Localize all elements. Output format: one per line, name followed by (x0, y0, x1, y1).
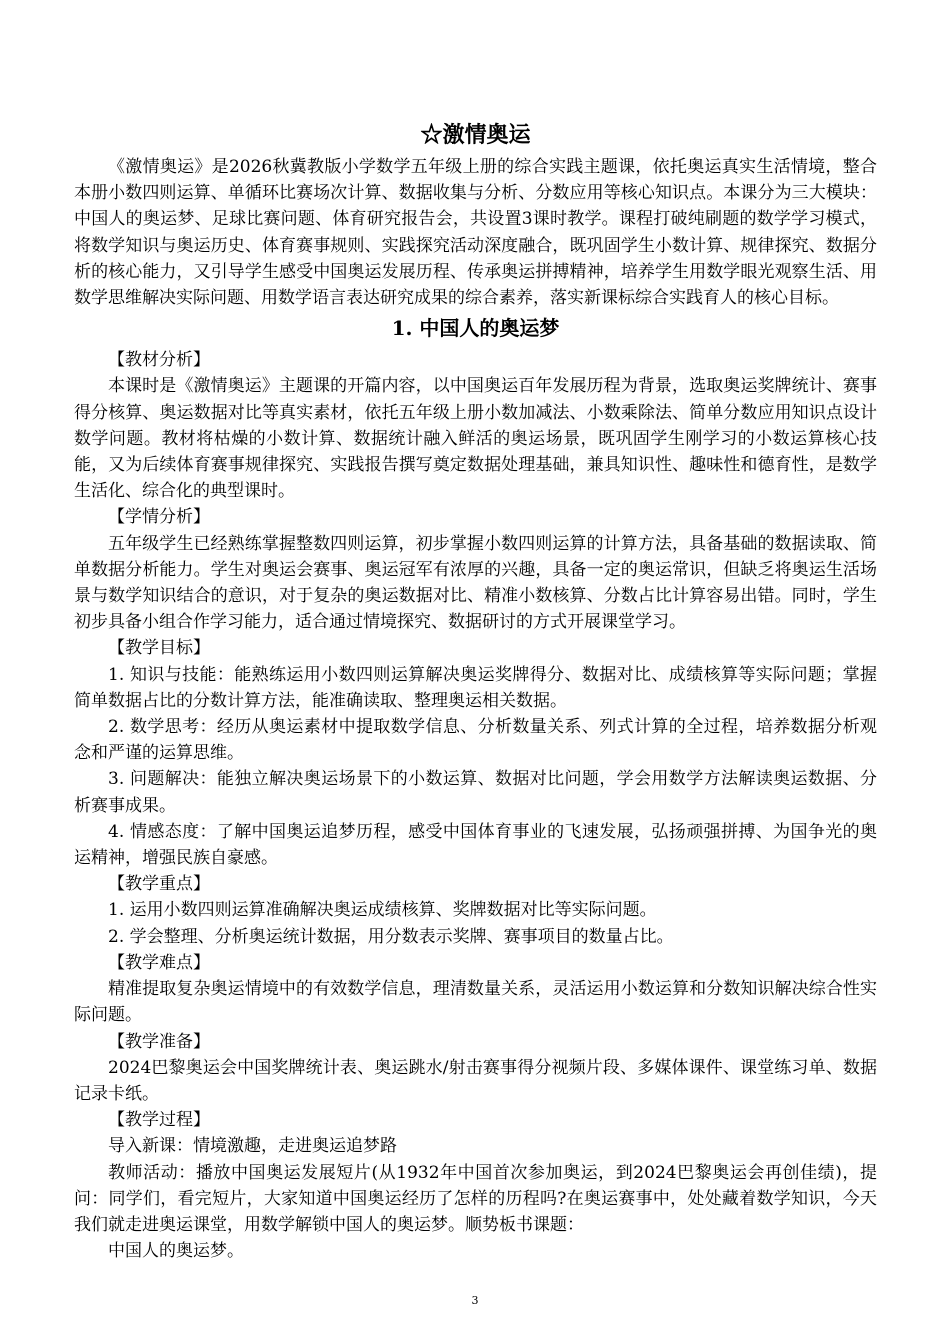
document-title: ☆激情奥运 (420, 122, 531, 148)
document-content (74, 118, 877, 1264)
section-label-key-points: 【教学重点】 (108, 874, 210, 895)
section-label-learner-analysis: 【学情分析】 (108, 507, 210, 528)
process-intro: 导入新课：情境激趣，走进奥运追梦路 (108, 1136, 397, 1157)
learner-analysis-paragraph: 五年级学生已经熟练掌握整数四则运算，初步掌握小数四则运算的计算方法，具备基础的数据读取、简单数据分析能力。学生对奥运会赛事、奥运冠军有浓厚的兴趣，具备一定的奥运常识，但缺乏将奥运生活场景与数学知识结合的意识，对于复杂的奥运数据对比、精准小数核算、分数占比计算容易出错。同时，学生初步具备小组合作学习能力，适合通过情境探究、数据研讨的方式开展课堂学习。 (74, 533, 877, 633)
intro-paragraph: 《激情奥运》是2026秋冀教版小学数学五年级上册的综合实践主题课，依托奥运真实生活情境，整合本册小数四则运算、单循环比赛场次计算、数据收集与分析、分数应用等核心知识点。本课分为三大模块：中国人的奥运梦、足球比赛问题、体育研究报告会，共设置3课时教学。课程打破纯刷题的数学学习模式，将数学知识与奥运历史、体育赛事规则、实践探究活动深度融合，既巩固学生小数计算、规律探究、数据分析的核心能力，又引导学生感受中国奥运发展历程、传承奥运拼搏精神，培养学生用数学眼光观察生活、用数学思维解决实际问题、用数学语言表达研究成果的综合素养，落实新课标综合实践育人的核心目标。 (74, 157, 877, 309)
teaching-goal-3: 3. 问题解决：能独立解决奥运场景下的小数运算、数据对比问题，学会用数学方法解读奥运数据、分析赛事成果。 (74, 769, 877, 816)
section-label-preparation: 【教学准备】 (108, 1031, 210, 1052)
teaching-goal-1: 1. 知识与技能：能熟练运用小数四则运算解决奥运奖牌得分、数据对比、成绩核算等实际问题；掌握简单数据占比的分数计算方法，能准确读取、整理奥运相关数据。 (74, 664, 877, 711)
teaching-goal-2: 2. 数学思考：经历从奥运素材中提取数学信息、分析数量关系、列式计算的全过程，培养数据分析观念和严谨的运算思维。 (74, 717, 877, 764)
key-point-1: 1. 运用小数四则运算准确解决奥运成绩核算、奖牌数据对比等实际问题。 (108, 900, 657, 921)
teaching-goal-4: 4. 情感态度：了解中国奥运追梦历程，感受中国体育事业的飞速发展，弘扬顽强拼搏、为国争光的奥运精神，增强民族自豪感。 (74, 821, 877, 869)
process-teacher-activity: 教师活动：播放中国奥运发展短片(从1932年中国首次参加奥运，到2024巴黎奥运会再创佳绩)，提问：同学们，看完短片，大家知道中国奥运经历了怎样的历程吗?在奥运赛事中，处处藏着数学知识，今天我们就走进奥运课堂，用数学解锁中国人的奥运梦。顺势板书课题： (74, 1162, 877, 1235)
section-label-difficulties: 【教学难点】 (108, 952, 210, 973)
process-board-title: 中国人的奥运梦。 (108, 1241, 244, 1262)
key-point-2: 2. 学会整理、分析奥运统计数据，用分数表示奖牌、赛事项目的数量占比。 (108, 926, 674, 947)
section-label-teaching-process: 【教学过程】 (108, 1110, 210, 1131)
textbook-analysis-paragraph: 本课时是《激情奥运》主题课的开篇内容，以中国奥运百年发展历程为背景，选取奥运奖牌统计、赛事得分核算、奥运数据对比等真实素材，依托五年级上册小数加减法、小数乘除法、简单分数应用知识点设计数学问题。教材将枯燥的小数计算、数据统计融入鲜活的奥运场景，既巩固学生刚学习的小数运算核心技能，又为后续体育赛事规律探究、实践报告撰写奠定数据处理基础，兼具知识性、趣味性和德育性，是数学生活化、综合化的典型课时。 (74, 376, 877, 502)
preparation-paragraph: 2024巴黎奥运会中国奖牌统计表、奥运跳水/射击赛事得分视频片段、多媒体课件、课堂练习单、数据记录卡纸。 (74, 1057, 877, 1104)
difficulty-paragraph: 精准提取复杂奥运情境中的有效数学信息，理清数量关系，灵活运用小数运算和分数知识解决综合性实际问题。 (74, 979, 877, 1026)
page-number: 3 (471, 1294, 479, 1307)
section-label-teaching-goals: 【教学目标】 (108, 638, 210, 659)
section-label-textbook-analysis: 【教材分析】 (108, 350, 210, 371)
section-title: 1. 中国人的奥运梦 (391, 316, 560, 341)
